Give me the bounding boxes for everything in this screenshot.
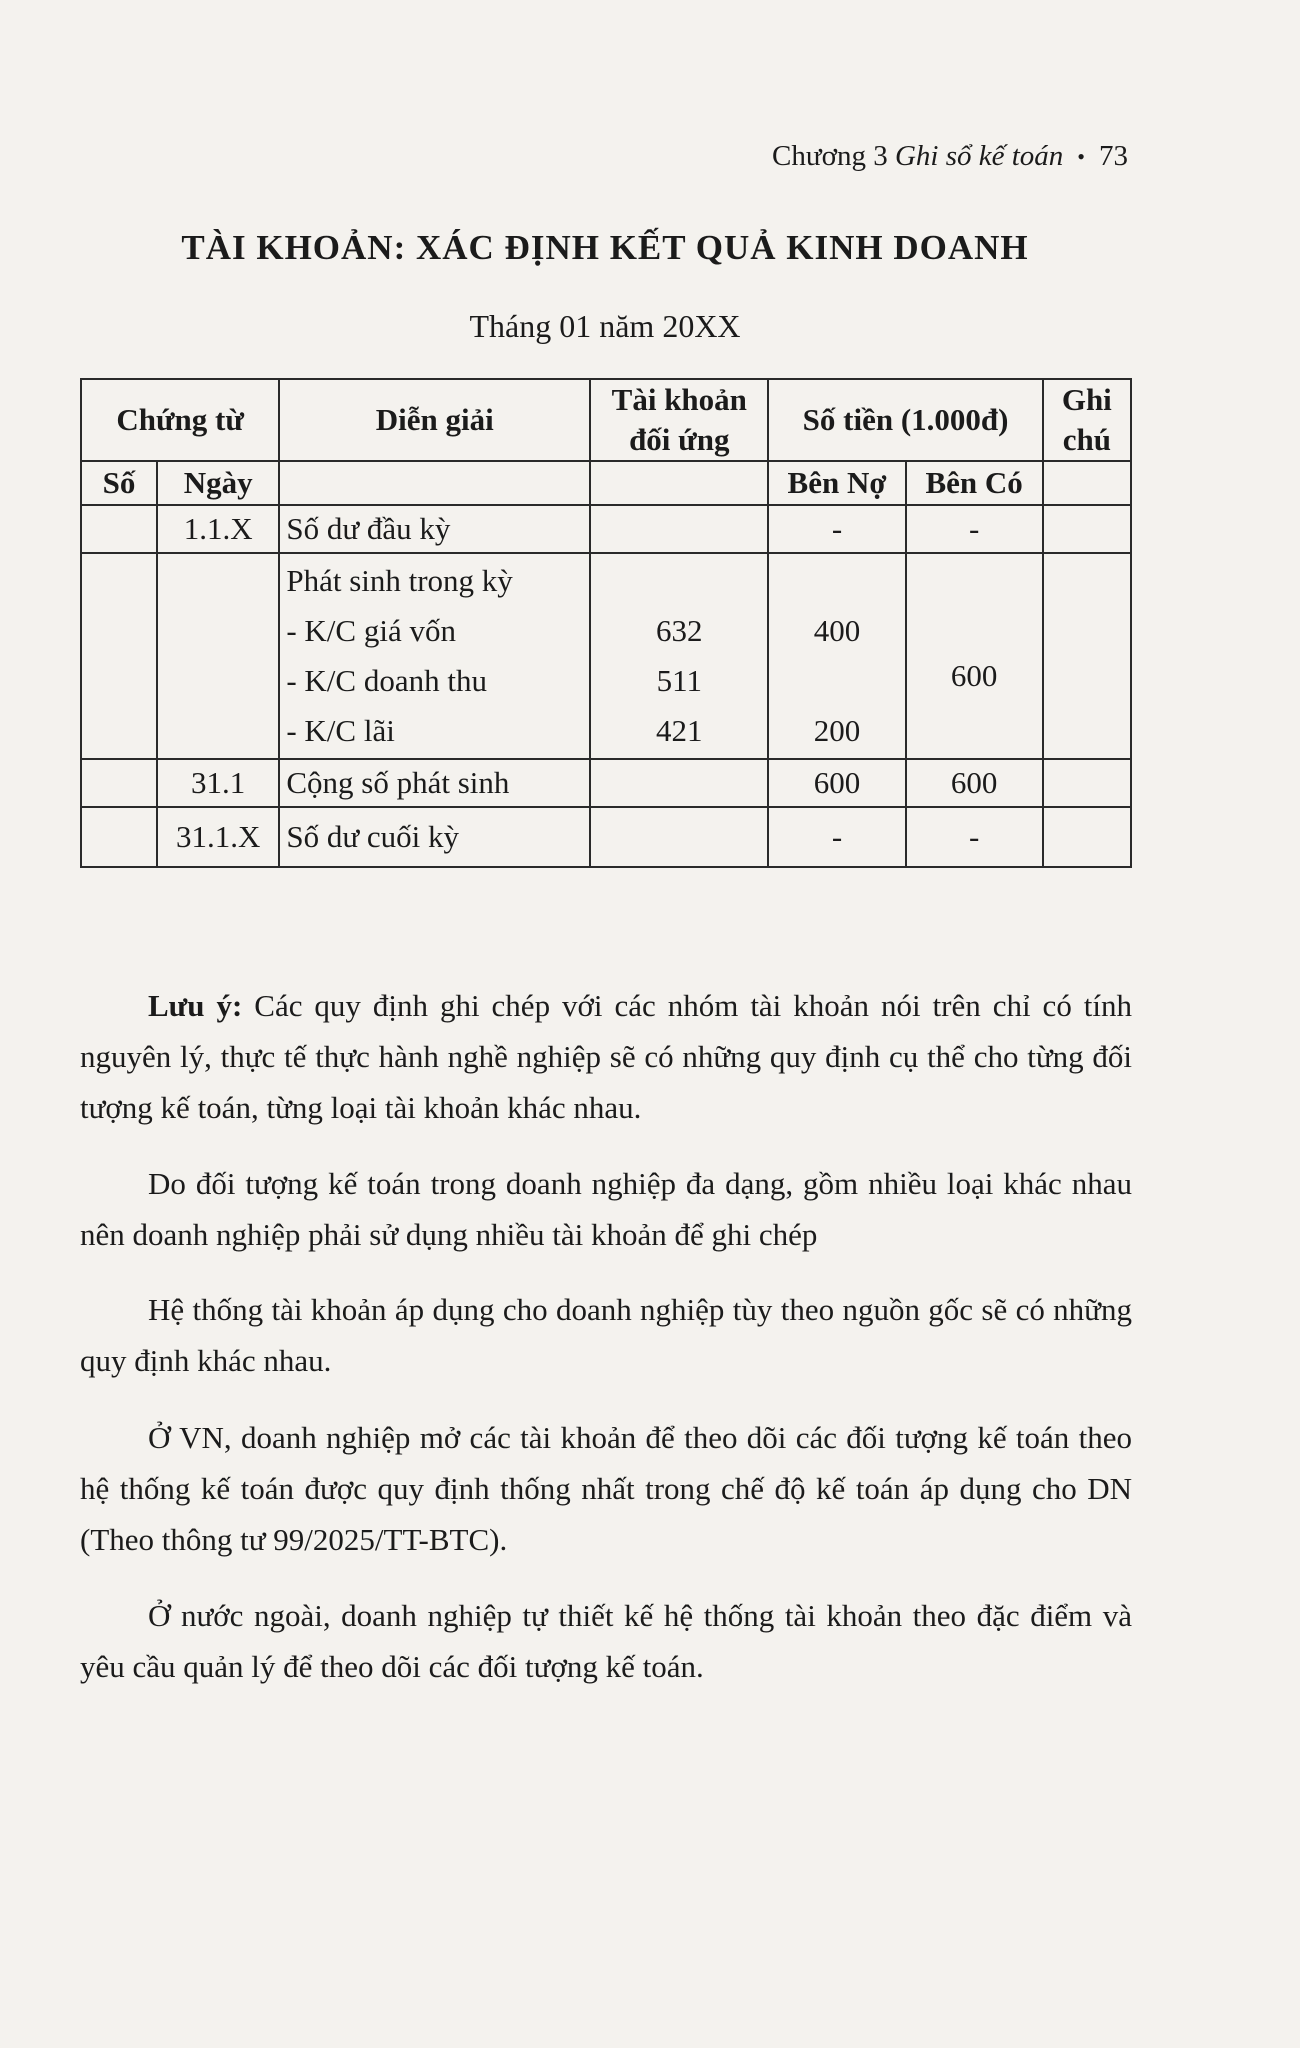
chapter-title: Ghi sổ kế toán bbox=[894, 140, 1064, 172]
chapter-label bbox=[772, 140, 1063, 173]
debit-value: 200 bbox=[813, 713, 861, 748]
arising-line: Phát sinh trong kỳ bbox=[286, 563, 513, 598]
header-ngay: Ngày bbox=[157, 461, 279, 505]
account-number: 511 bbox=[656, 663, 702, 698]
page-number: 73 bbox=[1099, 140, 1128, 172]
period-subtitle: Tháng 01 năm 20XX bbox=[469, 308, 741, 344]
debit-value: 400 bbox=[813, 613, 861, 648]
cell-ngay bbox=[157, 553, 279, 759]
cell-ghi bbox=[1043, 505, 1131, 553]
cell-ngay: 31.1.X bbox=[157, 807, 279, 867]
paragraph-5: Ở nước ngoài, doanh nghiệp tự thiết kế hệ thống tài khoản theo đặc điểm và yêu cầu quản lý để theo dõi các đối tượng kế toán. bbox=[80, 1598, 1132, 1684]
header-so-tien: Số tiền (1.000đ) bbox=[768, 379, 1042, 461]
header-ben-no: Bên Nợ bbox=[768, 461, 905, 505]
header-tk-doi-ung: Tài khoản đối ứng bbox=[590, 379, 768, 461]
header-chung-tu: Chứng từ bbox=[81, 379, 279, 461]
cell-ghi bbox=[1043, 553, 1131, 759]
header-so: Số bbox=[81, 461, 157, 505]
cell-ngay: 31.1 bbox=[157, 759, 279, 807]
cell-co: - bbox=[906, 807, 1043, 867]
account-number: 421 bbox=[656, 713, 703, 748]
header-dien-giai: Diễn giải bbox=[279, 379, 590, 461]
header-empty-ghi bbox=[1043, 461, 1131, 505]
cell-no: 600 bbox=[768, 759, 905, 807]
arising-line: - K/C lãi bbox=[286, 713, 395, 748]
note-text: Các quy định ghi chép với các nhóm tài khoản nói trên chỉ có tính nguyên lý, thực tế thực hành nghề nghiệp sẽ có những quy định cụ thể cho từng đối tượng kế toán, từng loại tài khoản khác nhau. bbox=[80, 988, 1133, 1125]
cell-no bbox=[768, 553, 905, 759]
cell-no: - bbox=[768, 505, 905, 553]
debit-value bbox=[775, 656, 898, 706]
running-head bbox=[772, 140, 1128, 173]
table-row bbox=[81, 553, 1131, 759]
account-number bbox=[597, 556, 761, 606]
arising-line: - K/C giá vốn bbox=[286, 613, 456, 648]
paragraph-2: Do đối tượng kế toán trong doanh nghiệp đa dạng, gồm nhiều loại khác nhau nên doanh nghiệp phải sử dụng nhiều tài khoản để ghi chép bbox=[80, 1166, 1132, 1252]
cell-dien-giai: Cộng số phát sinh bbox=[279, 759, 590, 807]
paragraph-4: Ở VN, doanh nghiệp mở các tài khoản để theo dõi các đối tượng kế toán theo hệ thống kế toán được quy định thống nhất trong chế độ kế toán áp dụng cho DN (Theo thông tư 99/2025/TT-BTC). bbox=[80, 1420, 1132, 1557]
debit-value bbox=[775, 556, 898, 606]
account-title: TÀI KHOẢN: XÁC ĐỊNH KẾT QUẢ KINH DOANH bbox=[181, 228, 1029, 267]
cell-so bbox=[81, 553, 157, 759]
note-paragraph bbox=[80, 980, 1132, 1133]
cell-dien-giai: Số dư cuối kỳ bbox=[279, 807, 590, 867]
ledger-table bbox=[80, 378, 1132, 868]
header-ghi-chu: Ghi chú bbox=[1043, 379, 1131, 461]
cell-ghi bbox=[1043, 759, 1131, 807]
account-number: 632 bbox=[656, 613, 703, 648]
header-empty-tk bbox=[590, 461, 768, 505]
cell-tk bbox=[590, 807, 768, 867]
header-empty-dg bbox=[279, 461, 590, 505]
cell-so bbox=[81, 759, 157, 807]
bullet-separator: • bbox=[1077, 143, 1085, 169]
cell-tk bbox=[590, 553, 768, 759]
arising-line: - K/C doanh thu bbox=[286, 663, 487, 698]
cell-co: 600 bbox=[906, 759, 1043, 807]
header-ben-co: Bên Có bbox=[906, 461, 1043, 505]
cell-so bbox=[81, 807, 157, 867]
cell-so bbox=[81, 505, 157, 553]
header-row-2 bbox=[81, 461, 1131, 505]
cell-ghi bbox=[1043, 807, 1131, 867]
cell-dien-giai bbox=[279, 553, 590, 759]
table-row bbox=[81, 807, 1131, 867]
chapter-number: Chương 3 bbox=[772, 140, 888, 172]
cell-tk bbox=[590, 759, 768, 807]
table-row bbox=[81, 505, 1131, 553]
cell-no: - bbox=[768, 807, 905, 867]
cell-tk bbox=[590, 505, 768, 553]
header-row-1 bbox=[81, 379, 1131, 461]
paragraph-3: Hệ thống tài khoản áp dụng cho doanh nghiệp tùy theo nguồn gốc sẽ có những quy định khác nhau. bbox=[80, 1292, 1132, 1378]
table-row bbox=[81, 759, 1131, 807]
cell-ngay: 1.1.X bbox=[157, 505, 279, 553]
cell-co: 600 bbox=[906, 553, 1043, 759]
cell-dien-giai: Số dư đầu kỳ bbox=[279, 505, 590, 553]
cell-co: - bbox=[906, 505, 1043, 553]
note-label: Lưu ý: bbox=[148, 988, 243, 1023]
